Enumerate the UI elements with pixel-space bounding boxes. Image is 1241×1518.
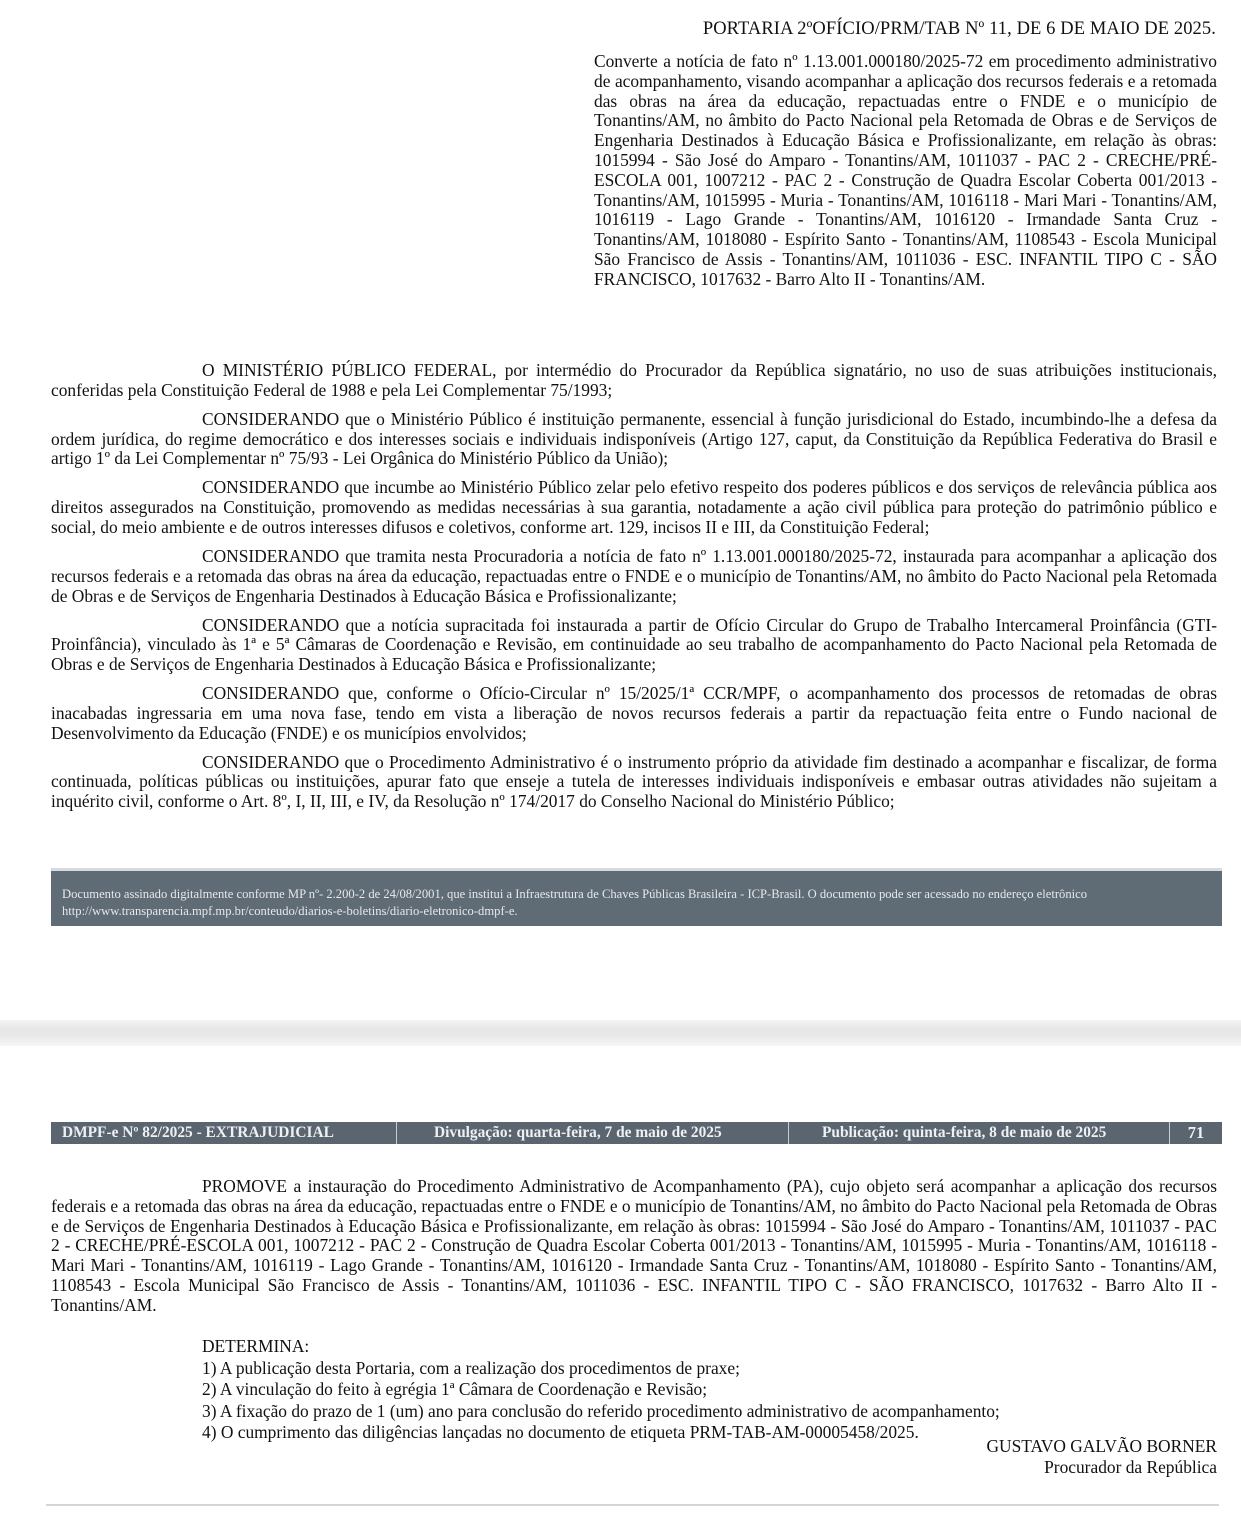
considerando-paragraph: CONSIDERANDO que, conforme o Ofício-Circular nº 15/2025/1ª CCR/MPF, o acompanhamento dos processos de retomadas de obras inacabadas ingressaria em uma nova fase, tendo em vista a liberação de novos recursos federais a partir da repactuação feita entre o Fundo nacional de Desenvolvimento da Educação (FNDE) e os municípios envolvidos; xyxy=(51,683,1217,743)
signer-name: GUSTAVO GALVÃO BORNER xyxy=(986,1436,1217,1456)
considerandos-body xyxy=(51,361,1217,821)
determina-item: 4) O cumprimento das diligências lançadas no documento de etiqueta PRM-TAB-AM-00005458/2025. xyxy=(202,1422,919,1443)
considerando-paragraph: CONSIDERANDO que o Ministério Público é instituição permanente, essencial à função jurisdicional do Estado, incumbindo-lhe a defesa da ordem jurídica, do regime democrático e dos interesses sociais e individuais indisponíveis (Artigo 127, caput, da Constituição da República Federativa do Brasil e artigo 1º da Lei Complementar nº 75/93 - Lei Orgânica do Ministério Público da União); xyxy=(51,408,1217,469)
determina-label: DETERMINA: xyxy=(202,1336,310,1356)
page-number: 71 xyxy=(1187,1123,1205,1142)
publicacao-date: Publicação: quinta-feira, 8 de maio de 2025 xyxy=(822,1124,1107,1141)
considerando-paragraph: CONSIDERANDO que tramita nesta Procuradoria a notícia de fato nº 1.13.001.000180/2025-72, instaurada para acompanhar a aplicação dos recursos federais e a retomada das obras na área da educação, repactuadas entre o FNDE e o município de Tonantins/AM, no âmbito do Pacto Nacional pela Retomada de Obras e de Serviços de Engenharia Destinados à Educação Básica e Profissionalizante; xyxy=(51,545,1217,606)
footer-rule xyxy=(46,1504,1219,1506)
determina-item: 3) A fixação do prazo de 1 (um) ano para conclusão do referido procedimento administrativo de acompanhamento; xyxy=(202,1400,1000,1421)
determina-item: 1) A publicação desta Portaria, com a realização dos procedimentos de praxe; xyxy=(202,1357,740,1378)
promove-paragraph: PROMOVE a instauração do Procedimento Administrativo de Acompanhamento (PA), cujo objeto será acompanhar a aplicação dos recursos federais e a retomada das obras na área da educação, repactuadas entre o FNDE e o município de Tonantins/AM, no âmbito do Pacto Nacional pela Retomada de Obras e de Serviços de Engenharia Destinados à Educação Básica e Profissionalizante, em relação às obras: 1015994 - São José do Amparo - Tonantins/AM, 1011037 - PAC 2 - CRECHE/PRÉ-ESCOLA 001, 1007212 - PAC 2 - Construção de Quadra Escolar Coberta 001/2013 - Tonantins/AM, 1015995 - Muria - Tonantins/AM, 1016118 - Mari Mari - Tonantins/AM, 1016119 - Lago Grande - Tonantins/AM, 1016120 - Irmandade Santa Cruz - Tonantins/AM, 1018080 - Espírito Santo - Tonantins/AM, 1108543 - Escola Municipal São Francisco de Assis - Tonantins/AM, 1011036 - ESC. INFANTIL TIPO C - SÃO FRANCISCO, 1017632 - Barro Alto II - Tonantins/AM. xyxy=(51,1176,1217,1315)
divulgacao-date: Divulgação: quarta-feira, 7 de maio de 2025 xyxy=(434,1124,722,1141)
ementa-text: Converte a notícia de fato nº 1.13.001.000180/2025-72 em procedimento administrativo de acompanhamento, visando acompanhar a aplicação dos recursos federais e a retomada das obras na área da educação, repactuadas entre o FNDE e o município de Tonantins/AM, no âmbito do Pacto Nacional pela Retomada de Obras e de Serviços de Engenharia Destinados à Educação Básica e Profissionalizante, em relação às obras: 1015994 - São José do Amparo - Tonantins/AM, 1011037 - PAC 2 - CRECHE/PRÉ-ESCOLA 001, 1007212 - PAC 2 - Construção de Quadra Escolar Coberta 001/2013 - Tonantins/AM, 1015995 - Muria - Tonantins/AM, 1016118 - Mari Mari - Tonantins/AM, 1016119 - Lago Grande - Tonantins/AM, 1016120 - Irmandade Santa Cruz - Tonantins/AM, 1018080 - Espírito Santo - Tonantins/AM, 1108543 - Escola Municipal São Francisco de Assis - Tonantins/AM, 1011036 - ESC. INFANTIL TIPO C - SÃO FRANCISCO, 1017632 - Barro Alto II - Tonantins/AM. xyxy=(594,51,1217,289)
considerando-paragraph: CONSIDERANDO que a notícia supracitada foi instaurada a partir de Ofício Circular do Grupo de Trabalho Intercameral Proinfância (GTI-Proinfância), vinculado às 1ª e 5ª Câmaras de Coordenação e Revisão, em continuidade ao seu trabalho de acompanhamento do Pacto Nacional pela Retomada de Obras e de Serviços de Engenharia Destinados à Educação Básica e Profissionalizante; xyxy=(51,614,1217,675)
determina-section xyxy=(202,1336,1202,1444)
page-separator xyxy=(0,1020,1241,1046)
determina-item: 2) A vinculação do feito à egrégia 1ª Câmara de Coordenação e Revisão; xyxy=(202,1379,708,1400)
preamble-paragraph: O MINISTÉRIO PÚBLICO FEDERAL, por intermédio do Procurador da República signatário, no uso de suas atribuições institucionais, conferidas pela Constituição Federal de 1988 e pela Lei Complementar 75/1993; xyxy=(51,360,1217,400)
document-page-2 xyxy=(0,1046,1241,1518)
signer-role: Procurador da República xyxy=(1044,1457,1217,1477)
considerando-paragraph: CONSIDERANDO que o Procedimento Administrativo é o instrumento próprio da atividade fim destinado a acompanhar e fiscalizar, de forma continuada, políticas públicas ou instituições, apurar fato que enseje a tutela de interesses individuais indisponíveis e embasar outras atividades não sujeitam a inquérito civil, conforme o Art. 8º, I, II, III, e IV, da Resolução nº 174/2017 do Conselho Nacional do Ministério Público; xyxy=(51,751,1217,812)
edition-label: DMPF-e Nº 82/2025 - EXTRAJUDICIAL xyxy=(62,1124,334,1141)
considerando-paragraph: CONSIDERANDO que incumbe ao Ministério Público zelar pelo efetivo respeito dos poderes públicos e dos serviços de relevância pública aos direitos assegurados na Constituição, promovendo as medidas necessárias à sua garantia, notadamente a ação civil pública para proteção do patrimônio público e social, do meio ambiente e de outros interesses difusos e coletivos, conforme art. 129, incisos II e III, da Constituição Federal; xyxy=(51,477,1217,537)
promove-body xyxy=(51,1177,1217,1316)
signature-block xyxy=(986,1436,1217,1478)
portaria-title: PORTARIA 2ºOFÍCIO/PRM/TAB Nº 11, DE 6 DE MAIO DE 2025. xyxy=(702,19,1216,39)
page-header-bar xyxy=(51,1122,1222,1144)
digital-signature-notice: Documento assinado digitalmente conforme MP nº- 2.200-2 de 24/08/2001, que institui a Infraestrutura de Chaves Públicas Brasileira - ICP-Brasil. O documento pode ser acessado no endereço eletrônico http://www.transparencia.mpf.mp.br/conteudo/diarios-e-boletins/diario-eletronico-dmpf-e. xyxy=(51,868,1222,926)
